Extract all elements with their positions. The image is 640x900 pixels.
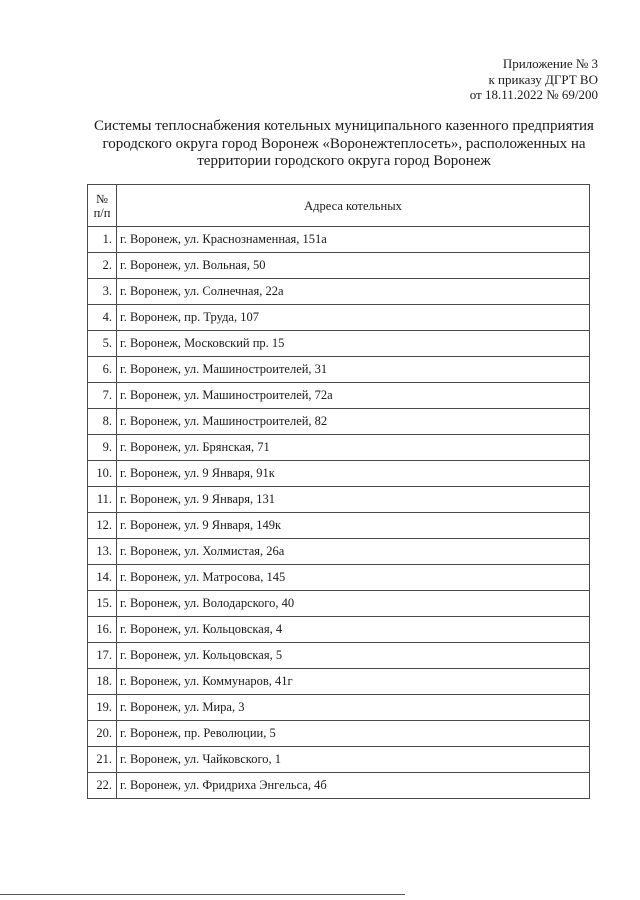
row-address-cell: г. Воронеж, ул. Машиностроителей, 31 (117, 357, 590, 383)
table-row (88, 435, 590, 461)
table-row (88, 669, 590, 695)
table-row (88, 695, 590, 721)
row-address-cell: г. Воронеж, ул. Брянская, 71 (117, 435, 590, 461)
row-address-cell: г. Воронеж, ул. Краснознаменная, 151а (117, 227, 590, 253)
row-number-cell: 19. (88, 695, 117, 721)
row-number-cell: 3. (88, 279, 117, 305)
row-number-cell: 18. (88, 669, 117, 695)
row-address-cell: г. Воронеж, ул. Вольная, 50 (117, 253, 590, 279)
row-number-cell: 9. (88, 435, 117, 461)
row-address-cell: г. Воронеж, ул. Холмистая, 26а (117, 539, 590, 565)
row-number-cell: 21. (88, 747, 117, 773)
footer-rule (0, 894, 405, 895)
row-address-cell: г. Воронеж, ул. Машиностроителей, 82 (117, 409, 590, 435)
appendix-block (470, 56, 598, 103)
row-address-cell: г. Воронеж, ул. Солнечная, 22а (117, 279, 590, 305)
boiler-address-table (87, 184, 590, 799)
table-row (88, 279, 590, 305)
row-number-cell: 4. (88, 305, 117, 331)
table-row (88, 773, 590, 799)
table-row (88, 305, 590, 331)
row-number-cell: 6. (88, 357, 117, 383)
table-row (88, 487, 590, 513)
row-address-cell: г. Воронеж, пр. Труда, 107 (117, 305, 590, 331)
row-number-cell: 15. (88, 591, 117, 617)
table-row (88, 357, 590, 383)
row-address-cell: г. Воронеж, ул. Фридриха Энгельса, 4б (117, 773, 590, 799)
row-number-cell: 12. (88, 513, 117, 539)
table-row (88, 747, 590, 773)
table-row (88, 643, 590, 669)
header-address-cell: Адреса котельных (117, 185, 590, 227)
row-address-cell: г. Воронеж, ул. Матросова, 145 (117, 565, 590, 591)
header-number-symbol: № (96, 191, 108, 206)
row-address-cell: г. Воронеж, ул. Володарского, 40 (117, 591, 590, 617)
appendix-line-1: Приложение № 3 (502, 56, 598, 71)
table-row (88, 591, 590, 617)
row-number-cell: 11. (88, 487, 117, 513)
appendix-line-3: от 18.11.2022 № 69/200 (469, 87, 598, 102)
title-line-3: территории городского округа город Воронеж (197, 153, 491, 169)
table-row (88, 331, 590, 357)
header-number-abbrev: п/п (93, 205, 111, 220)
row-address-cell: г. Воронеж, ул. 9 Января, 149к (117, 513, 590, 539)
row-number-cell: 14. (88, 565, 117, 591)
row-number-cell: 1. (88, 227, 117, 253)
table-row (88, 253, 590, 279)
row-address-cell: г. Воронеж, ул. Кольцовская, 4 (117, 617, 590, 643)
row-address-cell: г. Воронеж, Московский пр. 15 (117, 331, 590, 357)
row-number-cell: 7. (88, 383, 117, 409)
table-row (88, 383, 590, 409)
title-line-2: городского округа город Воронеж «Воронежтеплосеть», расположенных на (102, 135, 586, 152)
row-address-cell: г. Воронеж, ул. Мира, 3 (117, 695, 590, 721)
row-number-cell: 2. (88, 253, 117, 279)
header-number-cell (88, 185, 117, 227)
row-address-cell: г. Воронеж, ул. Чайковского, 1 (117, 747, 590, 773)
row-number-cell: 10. (88, 461, 117, 487)
row-address-cell: г. Воронеж, ул. Кольцовская, 5 (117, 643, 590, 669)
row-address-cell: г. Воронеж, ул. 9 Января, 131 (117, 487, 590, 513)
table-header-row (88, 185, 590, 227)
title-line-1: Системы теплоснабжения котельных муниципального казенного предприятия (94, 118, 594, 134)
table-row (88, 539, 590, 565)
row-address-cell: г. Воронеж, ул. Машиностроителей, 72а (117, 383, 590, 409)
table-row (88, 721, 590, 747)
table-row (88, 409, 590, 435)
row-number-cell: 17. (88, 643, 117, 669)
row-number-cell: 5. (88, 331, 117, 357)
row-address-cell: г. Воронеж, ул. Коммунаров, 41г (117, 669, 590, 695)
row-number-cell: 8. (88, 409, 117, 435)
row-number-cell: 22. (88, 773, 117, 799)
appendix-line-2: к приказу ДГРТ ВО (488, 71, 598, 87)
row-number-cell: 13. (88, 539, 117, 565)
row-address-cell: г. Воронеж, пр. Революции, 5 (117, 721, 590, 747)
table-row (88, 617, 590, 643)
row-number-cell: 16. (88, 617, 117, 643)
table-row (88, 227, 590, 253)
table-body (88, 227, 590, 799)
table-row (88, 461, 590, 487)
table-row (88, 565, 590, 591)
row-number-cell: 20. (88, 721, 117, 747)
row-address-cell: г. Воронеж, ул. 9 Января, 91к (117, 461, 590, 487)
document-title (70, 118, 618, 171)
table-row (88, 513, 590, 539)
